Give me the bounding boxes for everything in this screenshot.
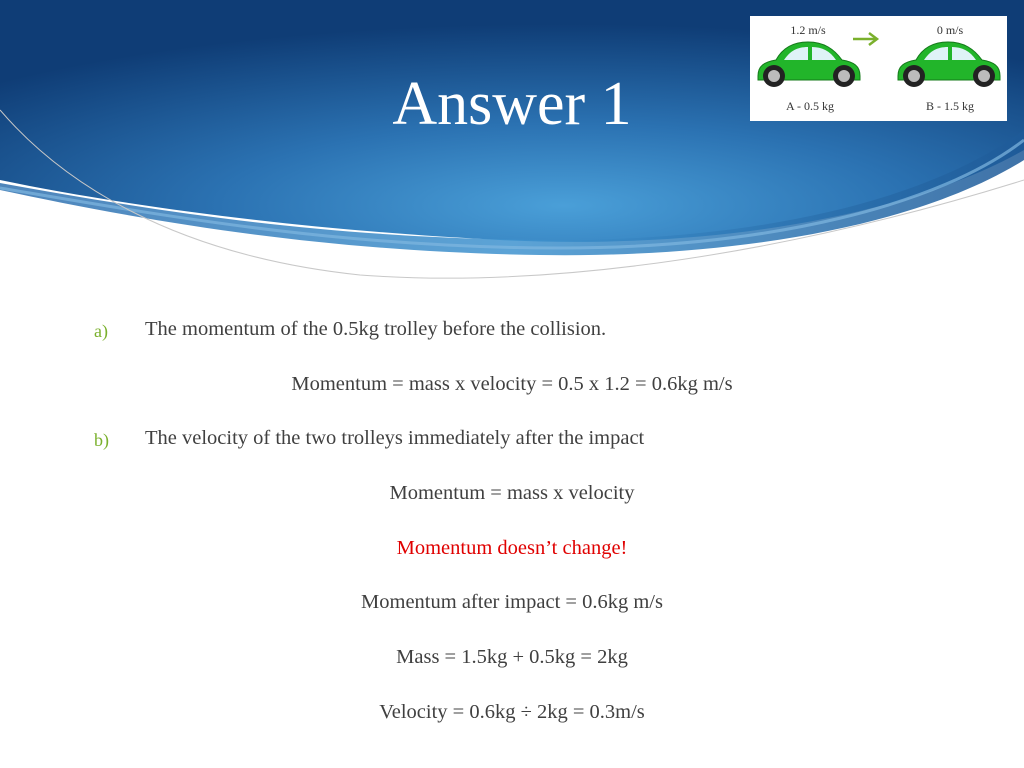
item-a-text: The momentum of the 0.5kg trolley before the collision. xyxy=(145,318,607,340)
answer-b-line-3: Momentum after impact = 0.6kg m/s xyxy=(361,591,663,613)
car-a-mass-label: A - 0.5 kg xyxy=(786,99,834,113)
item-a-marker: a) xyxy=(94,321,108,341)
answer-a-line: Momentum = mass x velocity = 0.5 x 1.2 = 0.6kg m/s xyxy=(291,373,733,395)
car-b-speed-label: 0 m/s xyxy=(936,23,964,37)
car-a-speed-label: 1.2 m/s xyxy=(790,23,826,37)
right-arrow-icon xyxy=(853,33,877,45)
answer-b-line-1: Momentum = mass x velocity xyxy=(389,482,635,504)
slide-title: Answer 1 xyxy=(392,70,632,138)
item-b-text: The velocity of the two trolleys immediately after the impact xyxy=(145,427,645,449)
item-b-marker: b) xyxy=(94,430,109,450)
car-a-icon xyxy=(758,42,860,87)
car-b-mass-label: B - 1.5 kg xyxy=(926,99,974,113)
trolley-diagram xyxy=(750,16,1007,121)
answer-b-line-2: Momentum doesn’t change! xyxy=(396,537,628,559)
answer-b-line-4: Mass = 1.5kg + 0.5kg = 2kg xyxy=(396,646,628,668)
car-b-icon xyxy=(898,42,1000,87)
answer-b-line-5: Velocity = 0.6kg ÷ 2kg = 0.3m/s xyxy=(379,701,645,723)
